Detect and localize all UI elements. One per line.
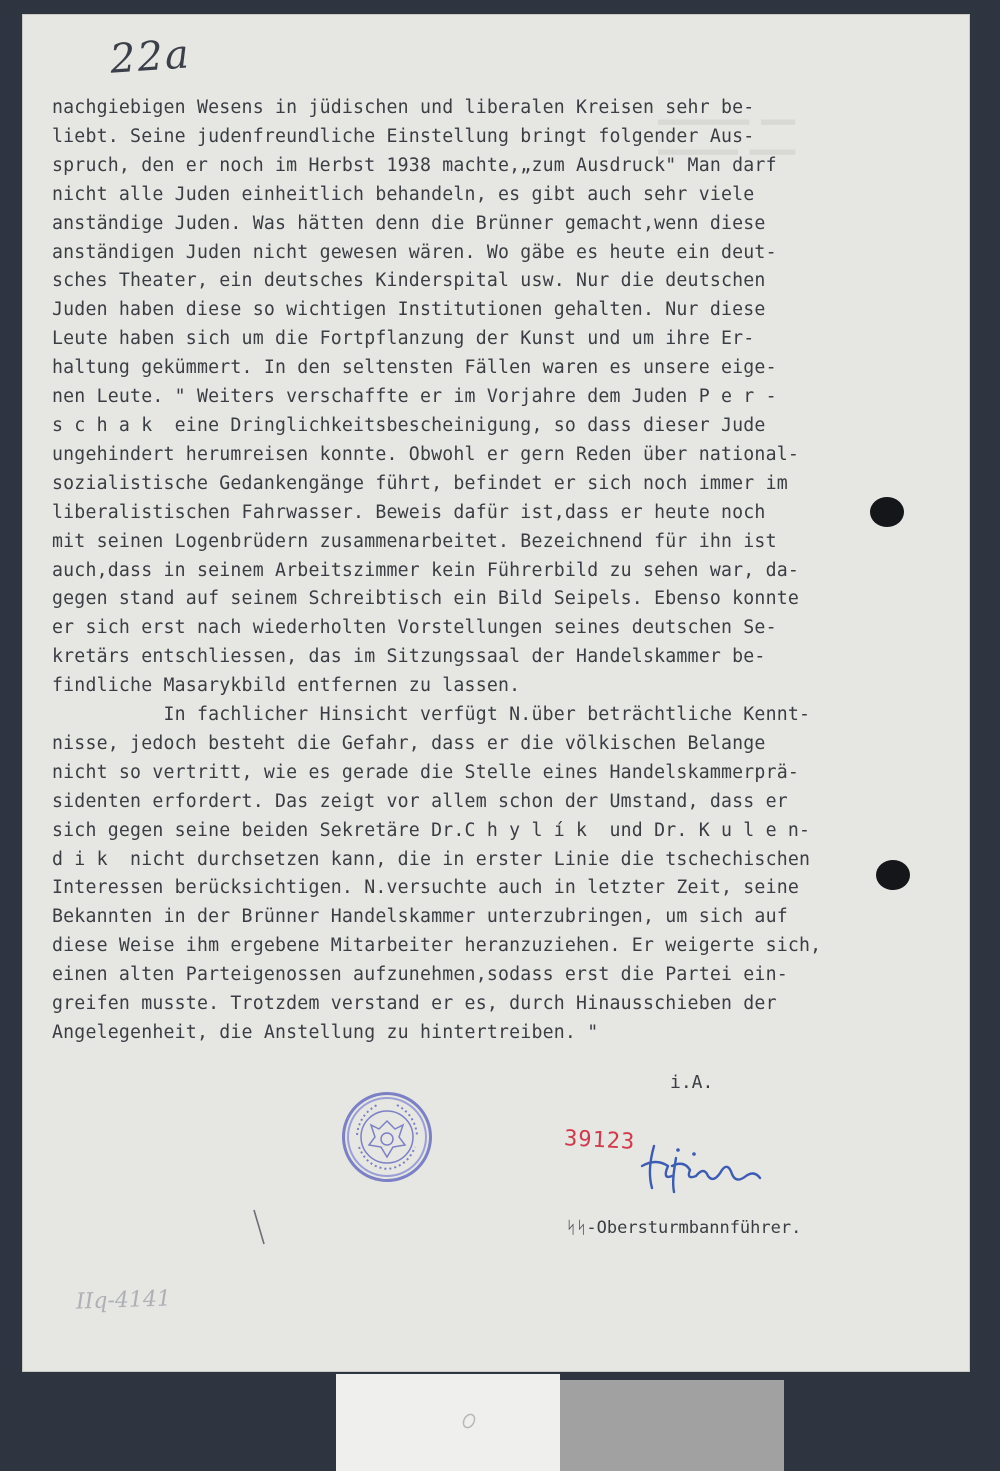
body-line: nisse, jedoch besteht die Gefahr, dass er die völkischen Belange (52, 732, 766, 754)
body-line: s c h a k eine Dringlichkeitsbescheinigung, so dass dieser Jude (52, 414, 766, 436)
body-line: d i k nicht durchsetzen kann, die in erster Linie die tschechischen (52, 848, 811, 870)
body-line: anständige Juden. Was hätten denn die Brünner gemacht,wenn diese (52, 212, 766, 234)
body-line: nen Leute. " Weiters verschaffte er im Vorjahre dem Juden P e r - (52, 386, 777, 408)
body-line: Angelegenheit, die Anstellung zu hintertreiben. " (52, 1022, 599, 1043)
body-line: spruch, den er noch im Herbst 1938 machte,„zum Ausdruck" Man darf (52, 154, 777, 176)
handwritten-signature-icon (632, 1136, 772, 1206)
body-line: diese Weise ihm ergebene Mitarbeiter heranzuziehen. Er weigerte sich, (52, 935, 822, 957)
body-line: liberalistischen Fahrwasser. Beweis dafür ist,dass er heute noch (52, 501, 766, 523)
color-reference-white (336, 1374, 560, 1471)
body-line: sozialistische Gedankengänge führt, befindet er sich noch immer im (52, 472, 788, 494)
body-line: findliche Masarykbild entfernen zu lassen. (52, 675, 521, 697)
body-line: sich gegen seine beiden Sekretäre Dr.C h y l í k und Dr. K u l e n- (52, 819, 811, 841)
body-line: Juden haben diese so wichtigen Institutionen gehalten. Nur diese (52, 299, 766, 321)
body-line: Bekannten in der Brünner Handelskammer unterzubringen, um sich auf (52, 906, 788, 928)
body-line: greifen musste. Trotzdem verstand er es, durch Hinausschieben der (52, 993, 777, 1015)
body-line: Leute haben sich um die Fortpflanzung der Kunst und um ihre Er- (52, 328, 755, 350)
signatory-title: ᛋᛋ-Obersturmbannführer. (566, 1218, 802, 1238)
body-line: sidenten erfordert. Das zeigt vor allem schon der Umstand, dass er (52, 790, 788, 812)
body-line: nachgiebigen Wesens in jüdischen und liberalen Kreisen sehr be- (52, 97, 755, 118)
official-round-stamp-icon (342, 1092, 432, 1182)
body-line: haltung gekümmert. In den seltensten Fällen waren es unsere eige- (52, 357, 777, 379)
stamp-graphic (345, 1095, 429, 1179)
pencil-archive-note: IIq-4141 (75, 1286, 172, 1315)
bleed-through-text: ▬▬▬▬▬▬▬▬ ▬▬▬ ▬▬▬▬▬▬▬ ▬▬▬▬ (658, 110, 796, 162)
pencil-mark (458, 1410, 480, 1432)
body-line: nicht alle Juden einheitlich behandeln, es gibt auch sehr viele (52, 183, 755, 205)
body-line: einen alten Parteigenossen aufzunehmen,sodass erst die Partei ein- (52, 964, 788, 986)
body-line: mit seinen Logenbrüdern zusammenarbeitet. Bezeichnend für ihn ist (52, 530, 777, 552)
body-line: gegen stand auf seinem Schreibtisch ein Bild Seipels. Ebenso konnte (52, 588, 800, 610)
body-line: ungehindert herumreisen konnte. Obwohl er gern Reden über national- (52, 443, 800, 465)
body-line: er sich erst nach wiederholten Vorstellungen seines deutschen Se- (52, 617, 777, 639)
body-line: sches Theater, ein deutsches Kinderspital usw. Nur die deutschen (52, 270, 766, 292)
body-line: auch,dass in seinem Arbeitszimmer kein Führerbild zu sehen war, da- (52, 559, 800, 581)
body-line: kretärs entschliessen, das im Sitzungssaal der Handelskammer be- (52, 646, 766, 668)
handwritten-page-number: 22a (108, 31, 193, 83)
body-line: In fachlicher Hinsicht verfügt N.über beträchtliche Kennt- (52, 704, 811, 726)
punch-hole (876, 860, 910, 890)
body-line: nicht so vertritt, wie es gerade die Stelle eines Handelskammerprä- (52, 761, 800, 783)
body-line: anständigen Juden nicht gewesen wären. Wo gäbe es heute ein deut- (52, 241, 777, 263)
punch-hole (870, 497, 904, 527)
body-line: liebt. Seine judenfreundliche Einstellung bringt folgender Aus- (52, 125, 755, 147)
document-number: 39123 (563, 1126, 636, 1155)
pencil-mark (250, 1208, 270, 1248)
signoff-ia: i.A. (670, 1072, 714, 1093)
typewritten-body (52, 94, 852, 1048)
color-reference-grey (560, 1380, 784, 1471)
body-line: Interessen berücksichtigen. N.versuchte auch in letzter Zeit, seine (52, 877, 800, 899)
